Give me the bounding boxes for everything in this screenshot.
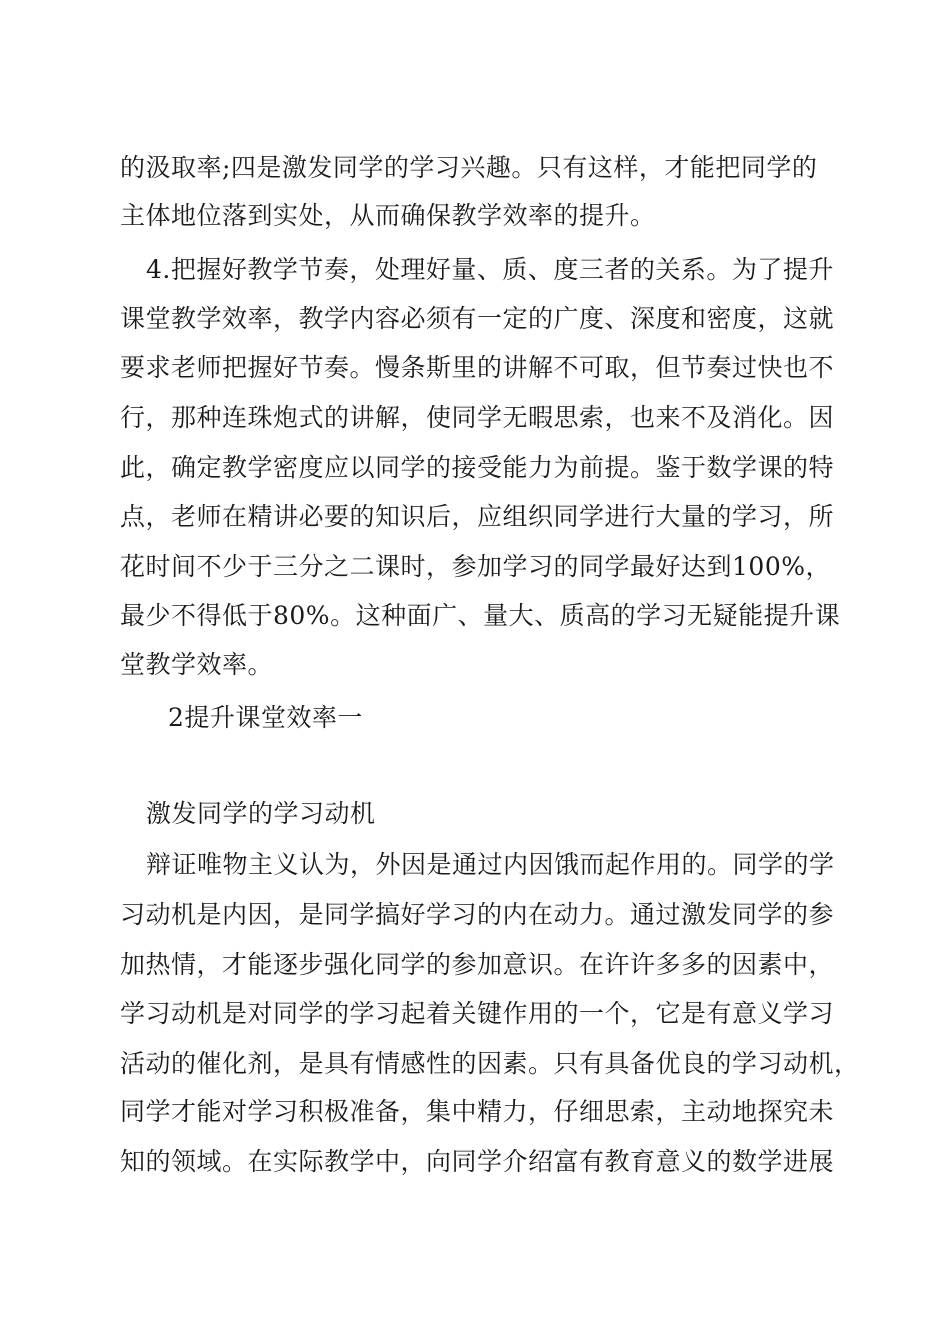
text-line: 学习动机是对同学的学习起着关键作用的一个，它是有意义学习: [120, 999, 835, 1028]
text-line: 活动的催化剂，是具有情感性的因素。只有具备优良的学习动机，: [120, 1049, 860, 1078]
text-line: 习动机是内因，是同学搞好学习的内在动力。通过激发同学的参: [120, 900, 835, 929]
subsection-heading: 激发同学的学习动机: [146, 799, 376, 828]
text-line: 加热情，才能逐步强化同学的参加意识。在许许多多的因素中，: [120, 950, 835, 979]
text-line: 课堂教学效率，教学内容必须有一定的广度、深度和密度，这就: [120, 304, 835, 333]
text-line: 行，那种连珠炮式的讲解，使同学无暇思索，也来不及消化。因: [120, 403, 835, 432]
text-line: 的汲取率;四是激发同学的学习兴趣。只有这样，才能把同学的: [120, 153, 818, 182]
text-line: 知的领域。在实际教学中，向同学介绍富有教育意义的数学进展: [120, 1147, 835, 1176]
text-line: 要求老师把握好节奏。慢条斯里的讲解不可取，但节奏过快也不: [120, 353, 835, 382]
text-line: 同学才能对学习积极准备，集中精力，仔细思索，主动地探究未: [120, 1097, 835, 1126]
text-line: 辩证唯物主义认为，外因是通过内因饿而起作用的。同学的学: [146, 850, 835, 879]
text-line: 最少不得低于80%。这种面广、量大、质高的学习无疑能提升课: [120, 601, 841, 630]
text-line: 花时间不少于三分之二课时，参加学习的同学最好达到100%，: [120, 552, 831, 581]
text-line: 4.把握好教学节奏，处理好量、质、度三者的关系。为了提升: [146, 255, 834, 284]
text-line: 主体地位落到实处，从而确保教学效率的提升。: [120, 201, 656, 230]
text-line: 点，老师在精讲必要的知识后，应组织同学进行大量的学习，所: [120, 502, 835, 531]
text-line: 此，确定教学密度应以同学的接受能力为前提。鉴于数学课的特: [120, 453, 835, 482]
text-line: 堂教学效率。: [120, 650, 274, 679]
section-heading: 2提升课堂效率一: [168, 703, 363, 732]
